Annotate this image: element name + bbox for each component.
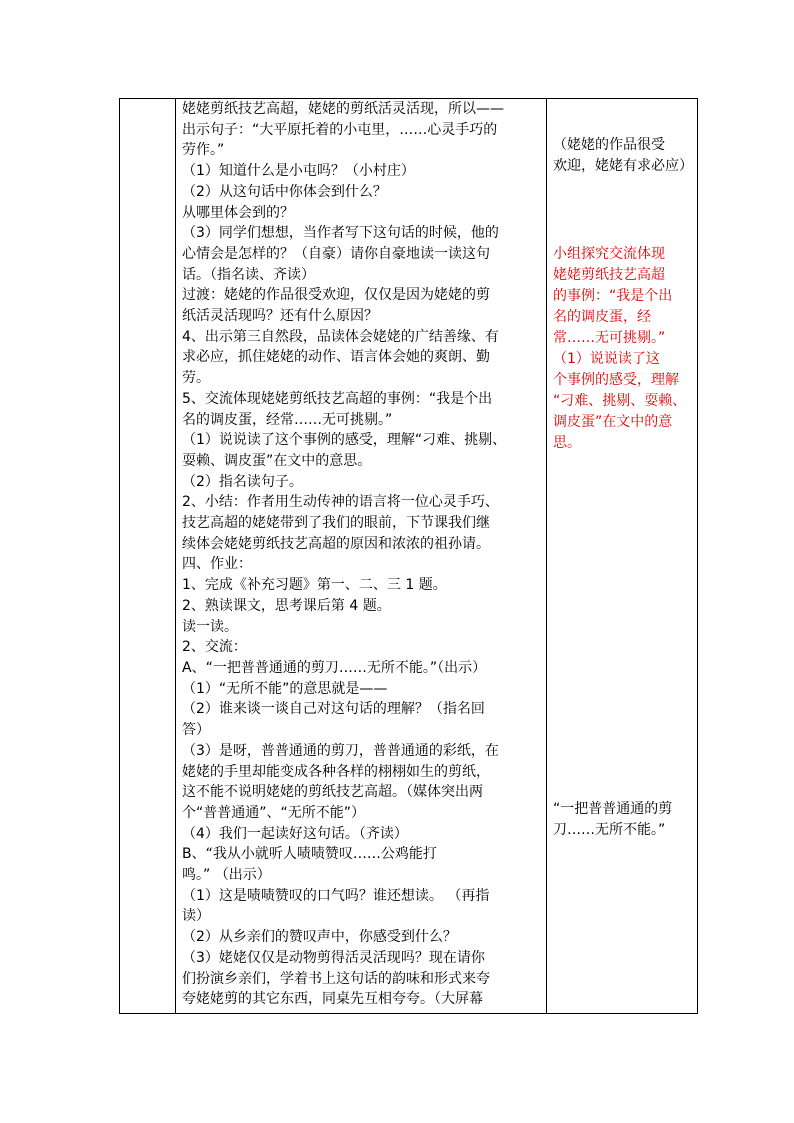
text-line: 出示句子：“大平原托着的小屯里，……心灵手巧的	[182, 121, 498, 138]
teaching-process-text	[182, 99, 543, 1010]
note-works-welcomed	[553, 135, 695, 177]
note-line: 小组探究交流体现	[553, 246, 665, 262]
text-line: A、“一把普普通通的剪刀……无所不能。”（出示）	[182, 659, 487, 676]
text-line: 2、交流：	[182, 639, 247, 656]
note-line: （1）说说读了这	[553, 351, 660, 367]
notes-column	[547, 99, 697, 1013]
text-line: 劳。	[182, 370, 210, 387]
text-line: 夸姥姥剪的其它东西，同桌先互相夸夸。（大屏幕	[182, 991, 483, 1008]
text-line: 4、出示第三自然段，品读体会姥姥的广结善缘、有	[182, 328, 499, 345]
left-column	[120, 99, 176, 1013]
note-line: “刁难、挑剔、耍赖、	[553, 393, 687, 409]
note-group-inquiry	[553, 244, 695, 454]
text-line: 名的调皮蛋，经常……无可挑剔。”	[182, 411, 393, 428]
text-line: （2）从乡亲们的赞叹声中，你感受到什么？	[182, 929, 457, 946]
note-scissors-quote	[553, 799, 695, 841]
text-line: 读）	[182, 908, 210, 925]
text-line: （1）“无所不能”的意思就是——	[182, 680, 388, 697]
note-line: 的事例：“我是个出	[553, 288, 673, 304]
note-line: 个事例的感受，理解	[553, 372, 679, 388]
text-line: 5、交流体现姥姥剪纸技艺高超的事例：“我是个出	[182, 390, 493, 407]
text-line: 们扮演乡亲们，学着书上这句话的韵味和形式来夸	[182, 970, 490, 987]
text-line: 读一读。	[182, 618, 238, 635]
note-line: （姥姥的作品很受	[553, 137, 665, 153]
text-line: 纸活灵活现吗？还有什么原因？	[182, 308, 378, 325]
text-line: 2、小结：作者用生动传神的语言将一位心灵手巧、	[182, 494, 499, 511]
text-line: 劳作。”	[182, 142, 225, 159]
note-line: 常……无可挑剔。”	[553, 330, 666, 346]
text-line: 耍赖、调皮蛋”在文中的意思。	[182, 452, 372, 469]
text-line: （1）说说读了这个事例的感受，理解“刁难、挑剔、	[182, 432, 507, 449]
text-line: （1）知道什么是小屯吗？（小村庄）	[182, 163, 415, 180]
text-line: （2）谁来谈一谈自己对这句话的理解？（指名回	[182, 701, 485, 718]
text-line: （2）指名读句子。	[182, 473, 303, 490]
text-line: （3）是呀，普普通通的剪刀，普普通通的彩纸，在	[182, 742, 499, 759]
text-line: 姥姥剪纸技艺高超，姥姥的剪纸活灵活现，所以——	[182, 101, 504, 117]
text-line: （1）这是啧啧赞叹的口气吗？谁还想读。 （再指	[182, 887, 490, 904]
text-line: （4）我们一起读好这句话。（齐读）	[182, 825, 408, 842]
text-line: 答）	[182, 722, 210, 739]
text-line: 这不能不说明姥姥的剪纸技艺高超。（媒体突出两	[182, 784, 483, 801]
text-line: 个“普普通通”、“无所不能”）	[182, 804, 366, 821]
text-line: （2）从这句话中你体会到什么？	[182, 183, 387, 200]
text-line: 四、作业：	[182, 556, 252, 573]
note-line: 欢迎，姥姥有求必应）	[553, 158, 693, 174]
text-line: 2、熟读课文，思考课后第 4 题。	[182, 597, 391, 614]
lesson-plan-table	[119, 98, 698, 1014]
text-line: 续体会姥姥剪纸技艺高超的原因和浓浓的祖孙请。	[182, 535, 490, 552]
note-line: 姥姥剪纸技艺高超	[553, 267, 665, 283]
text-line: 姥姥的手里却能变成各种各样的栩栩如生的剪纸，	[182, 763, 490, 780]
text-line: 1、完成《补充习题》第一、二、三 1 题。	[182, 577, 447, 594]
note-line: “一把普普通通的剪	[553, 801, 673, 817]
text-line: B、“我从小就听人啧啧赞叹……公鸡能打	[182, 846, 437, 863]
note-line: 调皮蛋”在文中的意	[553, 414, 673, 430]
text-line: 心情会是怎样的？（自豪）请你自豪地读一读这句	[182, 245, 490, 262]
note-line: 思。	[553, 435, 581, 451]
text-line: 技艺高超的姥姥带到了我们的眼前，下节课我们继	[182, 515, 490, 532]
teaching-process-column	[176, 99, 547, 1013]
text-line: 话。（指名读、齐读）	[182, 266, 315, 283]
note-line: 刀……无所不能。”	[553, 822, 666, 838]
text-line: 求必应，抓住姥姥的动作、语言体会她的爽朗、勤	[182, 349, 490, 366]
note-line: 名的调皮蛋，经	[553, 309, 651, 325]
text-line: （3）姥姥仅仅是动物剪得活灵活现吗？现在请你	[182, 949, 485, 966]
text-line: 过渡：姥姥的作品很受欢迎，仅仅是因为姥姥的剪	[182, 287, 490, 304]
text-line: 鸣。” （出示）	[182, 867, 271, 884]
text-line: 从哪里体会到的？	[182, 204, 294, 221]
text-line: （3）同学们想想，当作者写下这句话的时候，他的	[182, 225, 499, 242]
